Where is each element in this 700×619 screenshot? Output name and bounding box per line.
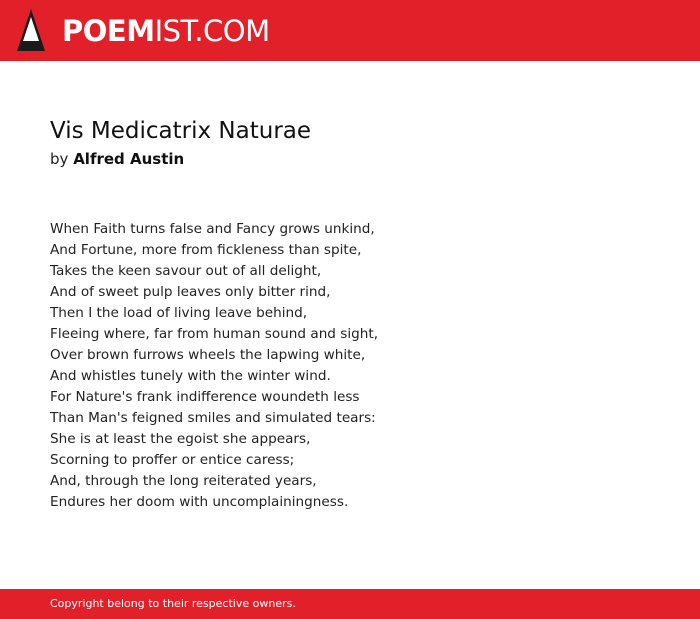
logo-text-light: IST.COM xyxy=(154,13,270,48)
poem-line: Endures her doom with uncomplainingness. xyxy=(50,494,349,510)
poem-header xyxy=(50,116,670,170)
poem-line: Scorning to proffer or entice caress; xyxy=(50,452,295,468)
poem-line: Then I the load of living leave behind, xyxy=(50,305,308,321)
poem-line: Over brown furrows wheels the lapwing white, xyxy=(50,347,366,363)
poem-line: And whistles tunely with the winter wind. xyxy=(50,368,331,384)
pencil-icon xyxy=(16,8,46,54)
copyright-text: Copyright belong to their respective owners. xyxy=(50,597,296,610)
by-label: by xyxy=(50,150,69,168)
byline xyxy=(50,148,670,170)
poem-line: Than Man's feigned smiles and simulated tears: xyxy=(50,410,376,426)
poem-line: Fleeing where, far from human sound and sight, xyxy=(50,326,379,342)
poem-body xyxy=(50,219,650,513)
poem-line: When Faith turns false and Fancy grows unkind, xyxy=(50,221,375,237)
author-name: Alfred Austin xyxy=(73,150,185,168)
poem-line: Takes the keen savour out of all delight, xyxy=(50,263,322,279)
site-footer xyxy=(0,589,700,619)
poem-title: Vis Medicatrix Naturae xyxy=(50,118,312,144)
poem-line: And Fortune, more from fickleness than spite, xyxy=(50,242,362,258)
site-logo-text xyxy=(62,13,270,48)
logo-text-bold: POEM xyxy=(62,13,155,48)
poem-line: For Nature's frank indifference woundeth less xyxy=(50,389,360,405)
site-logo-link[interactable] xyxy=(16,8,270,54)
poem-line: She is at least the egoist she appears, xyxy=(50,431,311,447)
poem-line: And, through the long reiterated years, xyxy=(50,473,317,489)
site-header xyxy=(0,0,700,61)
poem-line: And of sweet pulp leaves only bitter rind, xyxy=(50,284,331,300)
